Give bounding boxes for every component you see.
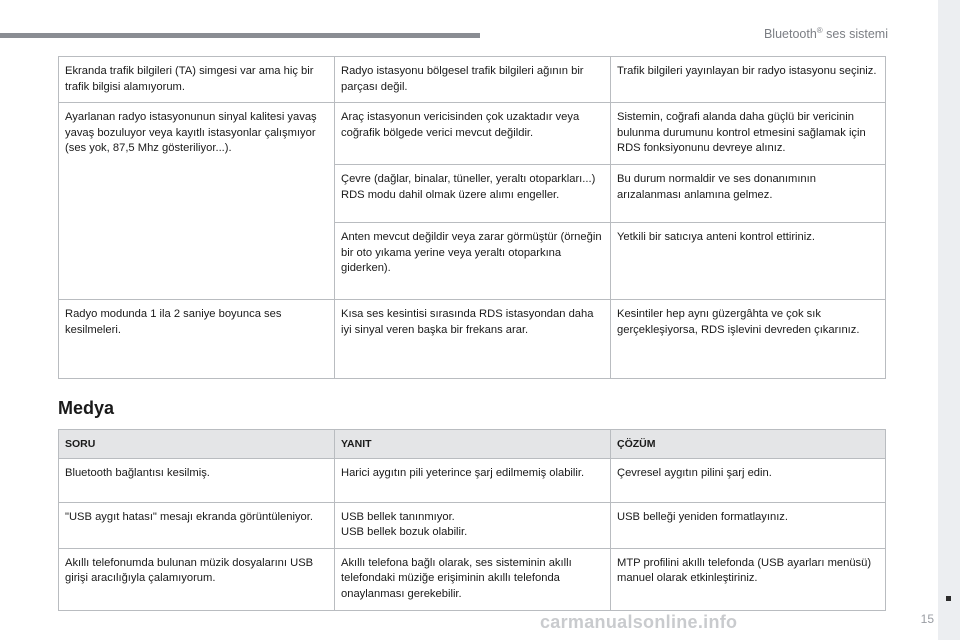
column-header-answer: YANIT <box>335 430 611 459</box>
table-row <box>59 57 886 103</box>
answer-cell: Anten mevcut değildir veya zarar görmüştür (örneğin bir oto yıkama yerine veya yeraltı otoparkına giderken). <box>335 223 611 300</box>
table-row <box>59 103 886 165</box>
question-cell: Radyo modunda 1 ila 2 saniye boyunca ses kesilmeleri. <box>59 300 335 379</box>
answer-cell: Radyo istasyonu bölgesel trafik bilgileri ağının bir parçası değil. <box>335 57 611 103</box>
question-cell: Akıllı telefonumda bulunan müzik dosyalarını USB girişi aracılığıyla çalamıyorum. <box>59 548 335 610</box>
answer-cell: Kısa ses kesintisi sırasında RDS istasyondan daha iyi sinyal veren başka bir frekans arar. <box>335 300 611 379</box>
solution-cell: Yetkili bir satıcıya anteni kontrol ettiriniz. <box>611 223 886 300</box>
question-cell: Bluetooth bağlantısı kesilmiş. <box>59 458 335 502</box>
table-row <box>59 458 886 502</box>
solution-cell: MTP profilini akıllı telefonda (USB ayarları menüsü) manuel olarak etkinleştiriniz. <box>611 548 886 610</box>
solution-cell: Sistemin, coğrafi alanda daha güçlü bir vericinin bulunma durumunu kontrol etmesini sağlamak için RDS fonksiyonunu devreye alınız. <box>611 103 886 165</box>
media-troubleshooting-table <box>58 429 886 611</box>
solution-cell: Çevresel aygıtın pilini şarj edin. <box>611 458 886 502</box>
page-number: 15 <box>920 612 934 626</box>
table-header-row <box>59 430 886 459</box>
radio-troubleshooting-table <box>58 56 886 379</box>
table-row <box>59 300 886 379</box>
solution-cell: Trafik bilgileri yayınlayan bir radyo istasyonu seçiniz. <box>611 57 886 103</box>
answer-cell: Çevre (dağlar, binalar, tüneller, yeraltı otoparkları...) RDS modu dahil olmak üzere alımı engeller. <box>335 165 611 223</box>
answer-cell: Araç istasyonun vericisinden çok uzaktadır veya coğrafik bölgede verici mevcut değildir. <box>335 103 611 165</box>
side-tab-strip <box>938 0 960 640</box>
column-header-solution: ÇÖZÜM <box>611 430 886 459</box>
page-marker <box>946 596 951 601</box>
section-title-media: Medya <box>58 398 115 418</box>
answer-cell <box>335 502 611 548</box>
table-row <box>59 502 886 548</box>
solution-cell: Kesintiler hep aynı güzergâhta ve çok sık gerçekleşiyorsa, RDS işlevini devreden çıkarınız. <box>611 300 886 379</box>
question-cell: Ayarlanan radyo istasyonunun sinyal kalitesi yavaş yavaş bozuluyor veya kayıtlı istasyonlar çalışmıyor (ses yok, 87,5 Mhz gösteriliyor...). <box>59 103 335 300</box>
header-accent-bar <box>0 33 480 38</box>
solution-cell: USB belleği yeniden formatlayınız. <box>611 502 886 548</box>
answer-cell: Akıllı telefona bağlı olarak, ses sisteminin akıllı telefondaki müziğe erişiminin akıllı telefonda onaylanması gerekebilir. <box>335 548 611 610</box>
page-header-title: Bluetooth® ses sistemi <box>763 26 888 42</box>
answer-line: USB bellek tanınmıyor. <box>341 510 455 523</box>
solution-cell: Bu durum normaldir ve ses donanımının arızalanması anlamına gelmez. <box>611 165 886 223</box>
answer-cell: Harici aygıtın pili yeterince şarj edilmemiş olabilir. <box>335 458 611 502</box>
answer-line: USB bellek bozuk olabilir. <box>341 526 468 538</box>
question-cell: Ekranda trafik bilgileri (TA) simgesi var ama hiç bir trafik bilgisi alamıyorum. <box>59 57 335 103</box>
question-cell: "USB aygıt hatası" mesajı ekranda görüntüleniyor. <box>59 502 335 548</box>
column-header-question: SORU <box>59 430 335 459</box>
watermark-text: carmanualsonline.info <box>540 612 738 632</box>
table-row <box>59 548 886 610</box>
